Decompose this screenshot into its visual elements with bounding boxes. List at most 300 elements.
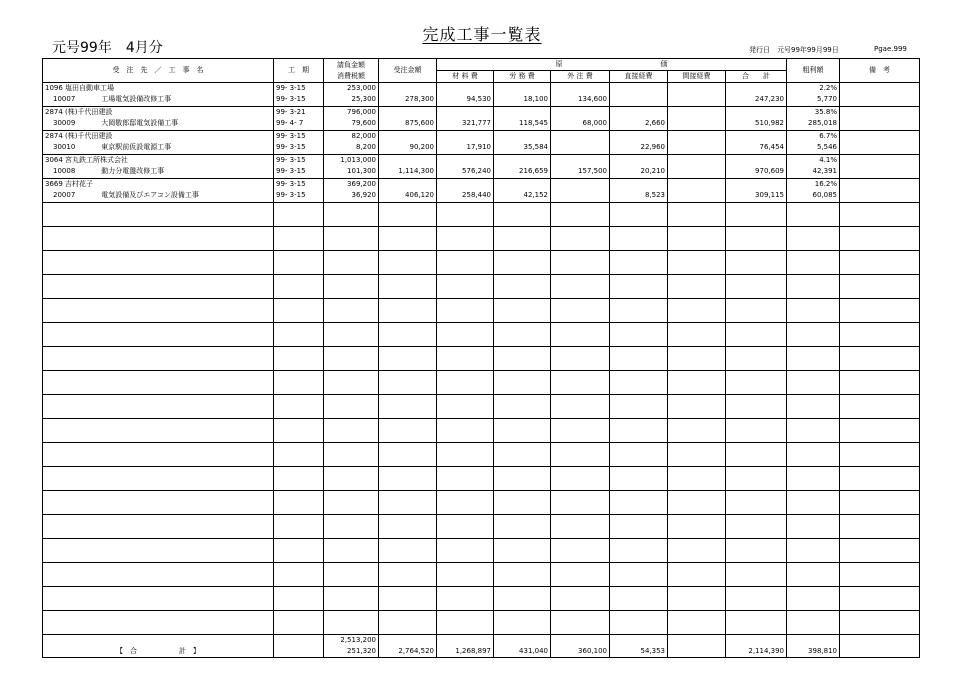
period-cell: [274, 107, 324, 131]
order-cell: [379, 107, 437, 131]
blank-cell: [379, 227, 437, 251]
order-amount: 406,120: [405, 191, 434, 199]
totals-outsource: 360,100: [578, 647, 607, 655]
profit-amount: 42,391: [812, 167, 837, 175]
blank-cell: [494, 491, 551, 515]
blank-cell: [840, 275, 920, 299]
blank-row: [43, 491, 920, 515]
blank-cell: [610, 419, 668, 443]
blank-cell: [726, 227, 787, 251]
profit-cell: [787, 179, 840, 203]
indirect-cell: [668, 131, 726, 155]
totals-labor: 431,040: [519, 647, 548, 655]
client-name: 2874 (株)千代田建設: [45, 108, 113, 116]
blank-cell: [43, 563, 274, 587]
start-date: 99- 3-15: [276, 84, 306, 92]
blank-cell: [668, 587, 726, 611]
col-header-contract-label: 請負金額: [337, 60, 365, 69]
totals-row: [43, 635, 920, 658]
table-row: [43, 131, 920, 155]
blank-cell: [551, 323, 610, 347]
blank-cell: [494, 347, 551, 371]
blank-cell: [379, 611, 437, 635]
cost-total-cell: [726, 155, 787, 179]
blank-row: [43, 299, 920, 323]
report-title: 完成工事一覧表: [422, 25, 542, 44]
labor-amount: 216,659: [519, 167, 548, 175]
blank-cell: [274, 395, 324, 419]
blank-cell: [551, 611, 610, 635]
job-number: 30010: [53, 143, 76, 151]
profit-rate: 4.1%: [819, 156, 837, 164]
contract-amount: 1,013,000: [340, 156, 376, 164]
blank-row: [43, 371, 920, 395]
blank-cell: [610, 611, 668, 635]
blank-cell: [324, 275, 379, 299]
order-amount: 278,300: [405, 95, 434, 103]
blank-cell: [610, 467, 668, 491]
remarks-cell: [840, 107, 920, 131]
outsource-amount: 68,000: [582, 119, 607, 127]
blank-cell: [787, 587, 840, 611]
job-name: 工場電気設備改修工事: [101, 95, 172, 103]
blank-cell: [726, 347, 787, 371]
blank-cell: [274, 587, 324, 611]
client-name: 3669 吉村花子: [45, 180, 94, 188]
profit-amount: 5,770: [816, 95, 837, 103]
blank-cell: [494, 299, 551, 323]
blank-cell: [437, 299, 494, 323]
blank-cell: [274, 467, 324, 491]
blank-row: [43, 539, 920, 563]
blank-row: [43, 563, 920, 587]
blank-cell: [274, 611, 324, 635]
blank-cell: [494, 563, 551, 587]
blank-cell: [668, 467, 726, 491]
blank-cell: [668, 491, 726, 515]
material-amount: 258,440: [462, 191, 491, 199]
issue-date: 発行日 元号99年99月99日: [749, 46, 839, 54]
blank-cell: [610, 395, 668, 419]
blank-cell: [494, 467, 551, 491]
blank-cell: [274, 251, 324, 275]
blank-cell: [610, 323, 668, 347]
job-number: 20007: [53, 191, 76, 199]
blank-cell: [840, 539, 920, 563]
blank-row: [43, 467, 920, 491]
blank-cell: [668, 563, 726, 587]
labor-amount: 18,100: [523, 95, 548, 103]
outsource-amount: 157,500: [578, 167, 607, 175]
tax-amount: 36,920: [351, 191, 376, 199]
material-cell: [437, 179, 494, 203]
blank-cell: [379, 419, 437, 443]
totals-remarks-cell: [840, 635, 920, 658]
col-header-material: 材 料 費: [437, 71, 494, 83]
blank-cell: [274, 515, 324, 539]
blank-cell: [494, 515, 551, 539]
blank-cell: [43, 347, 274, 371]
blank-cell: [43, 491, 274, 515]
client-cell: [43, 131, 274, 155]
order-amount: 875,600: [405, 119, 434, 127]
col-header-period: 工 期: [274, 59, 324, 83]
blank-cell: [494, 395, 551, 419]
profit-cell: [787, 107, 840, 131]
blank-row: [43, 587, 920, 611]
blank-cell: [551, 491, 610, 515]
blank-cell: [787, 347, 840, 371]
blank-cell: [437, 251, 494, 275]
profit-amount: 60,085: [812, 191, 837, 199]
material-amount: 576,240: [462, 167, 491, 175]
profit-rate: 35.8%: [814, 108, 837, 116]
contract-cell: [324, 83, 379, 107]
blank-cell: [551, 347, 610, 371]
blank-cell: [726, 275, 787, 299]
labor-cell: [494, 155, 551, 179]
blank-cell: [437, 203, 494, 227]
blank-cell: [726, 323, 787, 347]
blank-cell: [274, 203, 324, 227]
blank-cell: [668, 371, 726, 395]
totals-direct: 54,353: [640, 647, 665, 655]
blank-cell: [379, 467, 437, 491]
remarks-cell: [840, 131, 920, 155]
blank-row: [43, 611, 920, 635]
blank-cell: [610, 203, 668, 227]
blank-cell: [840, 251, 920, 275]
contract-cell: [324, 107, 379, 131]
blank-row: [43, 227, 920, 251]
blank-cell: [610, 299, 668, 323]
client-cell: [43, 83, 274, 107]
profit-cell: [787, 155, 840, 179]
totals-label: 【 合 計 】: [43, 635, 274, 658]
blank-cell: [787, 563, 840, 587]
blank-cell: [840, 323, 920, 347]
blank-cell: [324, 539, 379, 563]
blank-cell: [610, 227, 668, 251]
totals-indirect-cell: [668, 635, 726, 658]
blank-cell: [551, 467, 610, 491]
blank-cell: [324, 395, 379, 419]
blank-cell: [787, 371, 840, 395]
tax-amount: 101,300: [347, 167, 376, 175]
order-cell: [379, 83, 437, 107]
blank-cell: [379, 347, 437, 371]
blank-cell: [610, 587, 668, 611]
order-cell: [379, 131, 437, 155]
contract-amount: 796,000: [347, 108, 376, 116]
blank-cell: [437, 587, 494, 611]
blank-cell: [43, 227, 274, 251]
labor-amount: 35,584: [523, 143, 548, 151]
blank-cell: [324, 227, 379, 251]
blank-cell: [437, 227, 494, 251]
blank-cell: [551, 443, 610, 467]
totals-cost-total: 2,114,390: [748, 647, 784, 655]
blank-cell: [379, 515, 437, 539]
outsource-cell: [551, 155, 610, 179]
blank-cell: [324, 587, 379, 611]
labor-cell: [494, 107, 551, 131]
blank-cell: [610, 443, 668, 467]
client-cell: [43, 155, 274, 179]
totals-direct-cell: [610, 635, 668, 658]
blank-cell: [610, 491, 668, 515]
table-row: [43, 155, 920, 179]
profit-amount: 5,546: [816, 143, 837, 151]
blank-cell: [437, 371, 494, 395]
cost-total-amount: 309,115: [755, 191, 784, 199]
outsource-cell: [551, 107, 610, 131]
direct-cell: [610, 83, 668, 107]
blank-cell: [668, 323, 726, 347]
blank-cell: [379, 587, 437, 611]
tax-amount: 25,300: [351, 95, 376, 103]
blank-cell: [668, 611, 726, 635]
material-cell: [437, 107, 494, 131]
indirect-cell: [668, 179, 726, 203]
remarks-cell: [840, 179, 920, 203]
blank-cell: [668, 203, 726, 227]
client-name: 1096 塩田自動車工場: [45, 84, 115, 92]
blank-cell: [274, 227, 324, 251]
outsource-cell: [551, 83, 610, 107]
totals-profit-cell: [787, 635, 840, 658]
blank-row: [43, 275, 920, 299]
blank-cell: [494, 251, 551, 275]
totals-period-cell: [274, 635, 324, 658]
job-line: [45, 190, 271, 201]
client-cell: [43, 107, 274, 131]
totals-contract-cell: [324, 635, 379, 658]
blank-cell: [668, 443, 726, 467]
blank-cell: [551, 515, 610, 539]
blank-cell: [840, 515, 920, 539]
blank-cell: [274, 323, 324, 347]
blank-cell: [379, 203, 437, 227]
direct-amount: 20,210: [640, 167, 665, 175]
blank-cell: [324, 371, 379, 395]
blank-cell: [437, 515, 494, 539]
tax-amount: 79,600: [351, 119, 376, 127]
client-cell: [43, 179, 274, 203]
col-header-client: 受 注 先 ／ 工 事 名: [43, 59, 274, 83]
period-cell: [274, 179, 324, 203]
labor-cell: [494, 131, 551, 155]
blank-cell: [787, 275, 840, 299]
totals-tax: 251,320: [347, 647, 376, 655]
col-header-tax-label: 消費税額: [337, 71, 365, 80]
blank-cell: [43, 539, 274, 563]
totals-material: 1,268,897: [455, 647, 491, 655]
cost-total-cell: [726, 107, 787, 131]
profit-amount: 285,018: [808, 119, 837, 127]
outsource-amount: 134,600: [578, 95, 607, 103]
blank-cell: [437, 563, 494, 587]
blank-cell: [437, 467, 494, 491]
end-date: 99- 3-15: [276, 95, 306, 103]
blank-cell: [840, 347, 920, 371]
blank-cell: [324, 299, 379, 323]
blank-cell: [668, 275, 726, 299]
totals-order: 2,764,520: [398, 647, 434, 655]
blank-cell: [787, 467, 840, 491]
blank-cell: [43, 611, 274, 635]
start-date: 99- 3-21: [276, 108, 306, 116]
blank-cell: [274, 275, 324, 299]
blank-row: [43, 251, 920, 275]
blank-cell: [551, 371, 610, 395]
job-name: 電気設備及びエアコン設備工事: [101, 191, 199, 199]
direct-amount: 2,660: [644, 119, 665, 127]
col-header-cost-total: 合 計: [726, 71, 787, 83]
blank-cell: [668, 227, 726, 251]
blank-cell: [787, 227, 840, 251]
job-name: 動力分電盤改修工事: [101, 167, 165, 175]
blank-cell: [43, 371, 274, 395]
end-date: 99- 3-15: [276, 191, 306, 199]
blank-cell: [324, 347, 379, 371]
col-header-indirect: 間接経費: [668, 71, 726, 83]
blank-row: [43, 347, 920, 371]
job-number: 10008: [53, 167, 76, 175]
blank-cell: [43, 203, 274, 227]
col-header-cost: 原 価: [437, 59, 787, 71]
blank-cell: [437, 395, 494, 419]
blank-cell: [787, 443, 840, 467]
blank-cell: [787, 539, 840, 563]
blank-cell: [610, 275, 668, 299]
blank-cell: [668, 299, 726, 323]
blank-cell: [551, 251, 610, 275]
profit-cell: [787, 131, 840, 155]
direct-amount: 8,523: [644, 191, 665, 199]
blank-cell: [437, 539, 494, 563]
job-line: [45, 166, 271, 177]
totals-outsource-cell: [551, 635, 610, 658]
blank-cell: [610, 347, 668, 371]
blank-cell: [43, 395, 274, 419]
blank-cell: [494, 203, 551, 227]
profit-rate: 2.2%: [819, 84, 837, 92]
direct-cell: [610, 155, 668, 179]
blank-row: [43, 203, 920, 227]
order-cell: [379, 179, 437, 203]
blank-cell: [726, 251, 787, 275]
blank-cell: [726, 299, 787, 323]
totals-order-cell: [379, 635, 437, 658]
blank-cell: [787, 395, 840, 419]
blank-cell: [726, 443, 787, 467]
cost-total-amount: 247,230: [755, 95, 784, 103]
job-number: 30009: [53, 119, 76, 127]
end-date: 99- 3-15: [276, 143, 306, 151]
blank-cell: [726, 587, 787, 611]
blank-cell: [668, 539, 726, 563]
blank-cell: [610, 563, 668, 587]
completed-works-table: [42, 58, 920, 658]
profit-cell: [787, 83, 840, 107]
blank-cell: [274, 563, 324, 587]
blank-cell: [610, 251, 668, 275]
blank-cell: [787, 611, 840, 635]
cost-total-amount: 510,982: [755, 119, 784, 127]
blank-cell: [840, 299, 920, 323]
col-header-remarks: 備 考: [840, 59, 920, 83]
blank-cell: [494, 539, 551, 563]
labor-cell: [494, 179, 551, 203]
blank-cell: [494, 371, 551, 395]
col-header-outsource: 外 注 費: [551, 71, 610, 83]
blank-cell: [726, 563, 787, 587]
end-date: 99- 4- 7: [276, 119, 304, 127]
labor-amount: 42,152: [523, 191, 548, 199]
order-amount: 1,114,300: [398, 167, 434, 175]
blank-cell: [43, 251, 274, 275]
blank-cell: [437, 323, 494, 347]
blank-cell: [43, 419, 274, 443]
outsource-cell: [551, 179, 610, 203]
blank-cell: [324, 443, 379, 467]
contract-cell: [324, 155, 379, 179]
direct-cell: [610, 131, 668, 155]
blank-cell: [726, 611, 787, 635]
direct-cell: [610, 107, 668, 131]
blank-cell: [379, 563, 437, 587]
blank-cell: [726, 395, 787, 419]
blank-cell: [610, 515, 668, 539]
blank-cell: [787, 491, 840, 515]
blank-cell: [551, 203, 610, 227]
blank-cell: [787, 299, 840, 323]
blank-cell: [379, 539, 437, 563]
blank-cell: [726, 371, 787, 395]
contract-amount: 369,200: [347, 180, 376, 188]
order-amount: 90,200: [409, 143, 434, 151]
blank-cell: [668, 515, 726, 539]
blank-cell: [437, 491, 494, 515]
report-period: 元号99年 4月分: [52, 40, 163, 56]
blank-cell: [43, 443, 274, 467]
blank-cell: [726, 539, 787, 563]
blank-cell: [726, 467, 787, 491]
indirect-cell: [668, 83, 726, 107]
blank-cell: [324, 251, 379, 275]
blank-cell: [324, 611, 379, 635]
blank-cell: [551, 395, 610, 419]
page-number: Pgae.999: [874, 45, 907, 53]
cost-total-cell: [726, 83, 787, 107]
blank-cell: [274, 371, 324, 395]
blank-cell: [840, 587, 920, 611]
blank-cell: [551, 587, 610, 611]
blank-cell: [379, 395, 437, 419]
material-amount: 321,777: [462, 119, 491, 127]
job-line: [45, 118, 271, 129]
blank-cell: [726, 515, 787, 539]
material-cell: [437, 83, 494, 107]
blank-cell: [43, 275, 274, 299]
table-row: [43, 179, 920, 203]
profit-rate: 16.2%: [814, 180, 837, 188]
blank-cell: [494, 419, 551, 443]
labor-cell: [494, 83, 551, 107]
cost-total-cell: [726, 131, 787, 155]
blank-cell: [494, 443, 551, 467]
